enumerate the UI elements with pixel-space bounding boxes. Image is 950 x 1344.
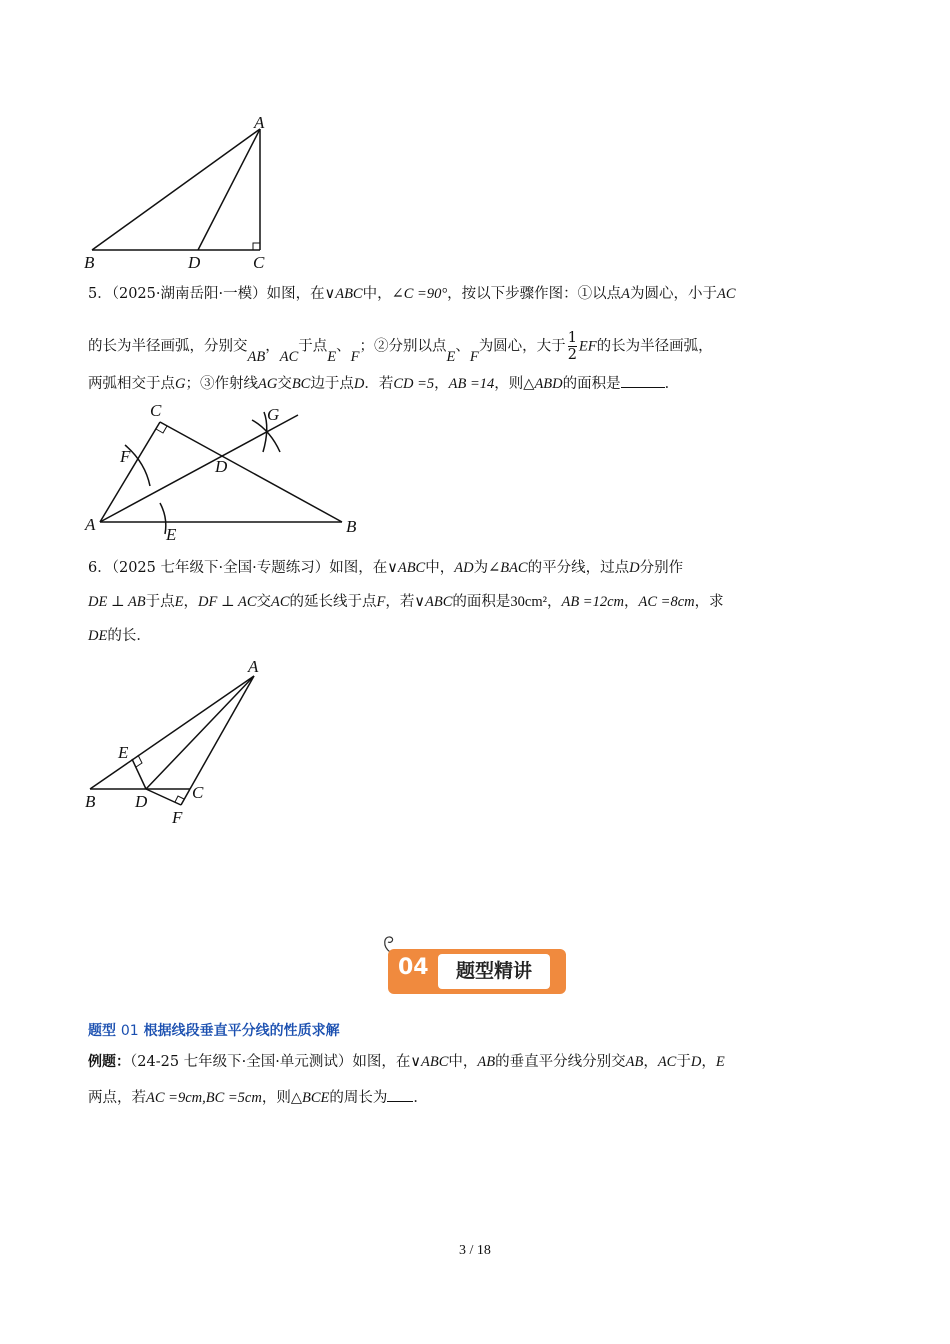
segment-ad — [198, 129, 260, 250]
question-6-line-2: DE ⊥ AB于点E，DF ⊥ AC交AC的延长线于点F，若∨ABC的面积是30cm²，AB =12cm，AC =8cm，求 — [88, 594, 724, 610]
ray-ag — [100, 415, 298, 522]
answer-blank — [621, 373, 665, 388]
label-a: A — [248, 657, 259, 676]
segment-ba — [90, 676, 254, 789]
segment-ba — [92, 129, 260, 250]
question-5-line-1: 5．（2025·湖南岳阳·一模）如图，在∨ABC中，∠C =90°，按以下步骤作图：①以点A为圆心，小于AC — [88, 286, 736, 302]
label-f: F — [120, 447, 131, 466]
arc-e — [160, 503, 166, 534]
label-d: D — [215, 457, 228, 476]
fraction-one-half: $\frac{1}{2}$ — [567, 330, 577, 363]
answer-blank — [387, 1087, 413, 1102]
label-a: A — [85, 515, 96, 534]
segment-ac — [100, 422, 160, 522]
question-6-line-3: DE的长． — [88, 628, 151, 644]
banner-label: 题型精讲 — [438, 954, 550, 989]
section-banner — [388, 949, 566, 994]
example-label: 例题： — [88, 1054, 130, 1070]
label-a: A — [254, 113, 265, 132]
question-6-line-1: 6．（2025 七年级下·全国·专题练习）如图，在∨ABC中，AD为∠BAC的平分线，过点D分别作 — [88, 560, 684, 576]
label-b: B — [84, 253, 95, 272]
banner-number: 04 — [398, 955, 429, 980]
label-e: E — [118, 743, 129, 762]
segment-de — [132, 759, 146, 789]
question-source: （2025 七年级下·全国·专题练习） — [111, 560, 330, 576]
question-number: 5． — [88, 286, 112, 302]
label-b: B — [346, 517, 357, 536]
example-source: （24-25 七年级下·全国·单元测试） — [130, 1054, 353, 1070]
question-5-line-2: 的长为半径画弧，分别交AB，AC于点E、F；②分别以点E、F为圆心，大于 $\frac{1}{2}$ EF的长为半径画弧， — [88, 330, 713, 365]
figure-triangle-abc-1 — [80, 110, 280, 275]
label-d: D — [188, 253, 201, 272]
extension-cf — [181, 789, 190, 805]
figure-construction-abc — [80, 400, 370, 550]
page-number: 3 / 18 — [459, 1243, 491, 1258]
example-line-2: 两点，若AC =9cm,BC =5cm，则△BCE的周长为 ． — [88, 1087, 868, 1108]
label-c: C — [253, 253, 265, 272]
label-c: C — [192, 783, 204, 802]
question-type-heading: 题型 01 根据线段垂直平分线的性质求解 — [88, 1023, 340, 1039]
question-source: （2025·湖南岳阳·一模） — [111, 286, 267, 302]
example-line-1: 例题：（24-25 七年级下·全国·单元测试）如图，在∨ABC中，AB的垂直平分线分别交AB，AC于D，E — [88, 1054, 725, 1070]
label-e: E — [166, 525, 177, 544]
label-g: G — [267, 405, 280, 424]
question-number: 6． — [88, 560, 112, 576]
figure-angle-bisector — [80, 652, 280, 832]
right-angle-mark — [253, 243, 260, 250]
question-5-line-3: 两弧相交于点G；③作射线AG交BC边于点D．若CD =5，AB =14，则△ABD的面积是 ． — [88, 373, 868, 394]
label-b: B — [85, 792, 96, 811]
segment-df — [146, 789, 181, 805]
segment-cb — [160, 422, 342, 522]
label-c: C — [150, 401, 162, 420]
label-d: D — [135, 792, 148, 811]
label-f: F — [172, 808, 183, 827]
